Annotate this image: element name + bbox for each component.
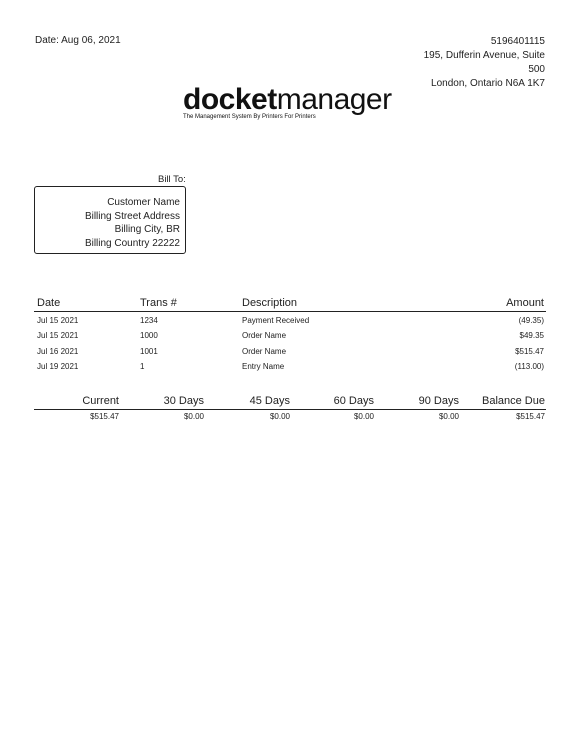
row-trans: 1234 bbox=[140, 316, 158, 325]
table-row bbox=[34, 347, 546, 359]
company-address-line2: 500 bbox=[528, 64, 545, 75]
aging-value-60: $0.00 bbox=[353, 412, 374, 421]
row-description: Payment Received bbox=[242, 316, 310, 325]
table-row bbox=[34, 331, 546, 343]
row-amount: $49.35 bbox=[519, 331, 544, 340]
bill-to-box bbox=[34, 186, 186, 254]
aging-header-60: 60 Days bbox=[333, 395, 374, 407]
row-amount: $515.47 bbox=[515, 347, 544, 356]
row-trans: 1000 bbox=[140, 331, 158, 340]
aging-value-90: $0.00 bbox=[438, 412, 459, 421]
row-description: Order Name bbox=[242, 331, 287, 340]
bill-to-name: Customer Name bbox=[107, 197, 180, 208]
row-date: Jul 16 2021 bbox=[37, 347, 79, 356]
table-row bbox=[34, 316, 546, 328]
company-address-line1: 195, Dufferin Avenue, Suite bbox=[423, 50, 545, 61]
row-description: Entry Name bbox=[242, 362, 285, 371]
aging-header-45: 45 Days bbox=[249, 395, 290, 407]
aging-header-current: Current bbox=[82, 395, 119, 407]
aging-value-45: $0.00 bbox=[269, 412, 290, 421]
row-amount: (49.35) bbox=[518, 316, 544, 325]
logo-bold-text: docket bbox=[183, 83, 277, 116]
aging-value-balance: $515.47 bbox=[516, 412, 545, 421]
logo-tagline: The Management System By Printers For Printers bbox=[183, 114, 316, 120]
col-header-amount: Amount bbox=[506, 297, 544, 309]
row-trans: 1001 bbox=[140, 347, 158, 356]
aging-header-30: 30 Days bbox=[163, 395, 204, 407]
row-date: Jul 19 2021 bbox=[37, 362, 79, 371]
col-header-trans: Trans # bbox=[140, 297, 177, 309]
row-date: Jul 15 2021 bbox=[37, 331, 79, 340]
logo-light-text: manager bbox=[276, 83, 392, 116]
company-address-line3: London, Ontario N6A 1K7 bbox=[431, 78, 545, 89]
bill-to-street: Billing Street Address bbox=[84, 210, 180, 222]
row-trans: 1 bbox=[140, 362, 145, 371]
bill-to-country: Billing Country 22222 bbox=[84, 237, 180, 249]
aging-value-current: $515.47 bbox=[90, 412, 119, 421]
aging-header-balance: Balance Due bbox=[482, 395, 545, 407]
bill-to-city: Billing City, BR bbox=[114, 224, 180, 235]
col-header-description: Description bbox=[242, 297, 298, 309]
row-date: Jul 15 2021 bbox=[37, 316, 79, 325]
row-description: Order Name bbox=[242, 347, 287, 356]
company-info bbox=[395, 35, 545, 91]
aging-header-90: 90 Days bbox=[418, 395, 459, 407]
statement-date: Date: Aug 06, 2021 bbox=[35, 35, 121, 46]
aging-value-30: $0.00 bbox=[183, 412, 204, 421]
company-phone: 5196401115 bbox=[490, 36, 545, 47]
row-amount: (113.00) bbox=[514, 362, 544, 371]
aging-header bbox=[34, 395, 546, 410]
col-header-date: Date bbox=[37, 297, 61, 309]
aging-values-row bbox=[34, 412, 546, 424]
company-logo bbox=[183, 83, 398, 120]
transactions-header bbox=[34, 297, 546, 312]
bill-to-label: Bill To: bbox=[158, 174, 186, 185]
table-row bbox=[34, 362, 546, 374]
